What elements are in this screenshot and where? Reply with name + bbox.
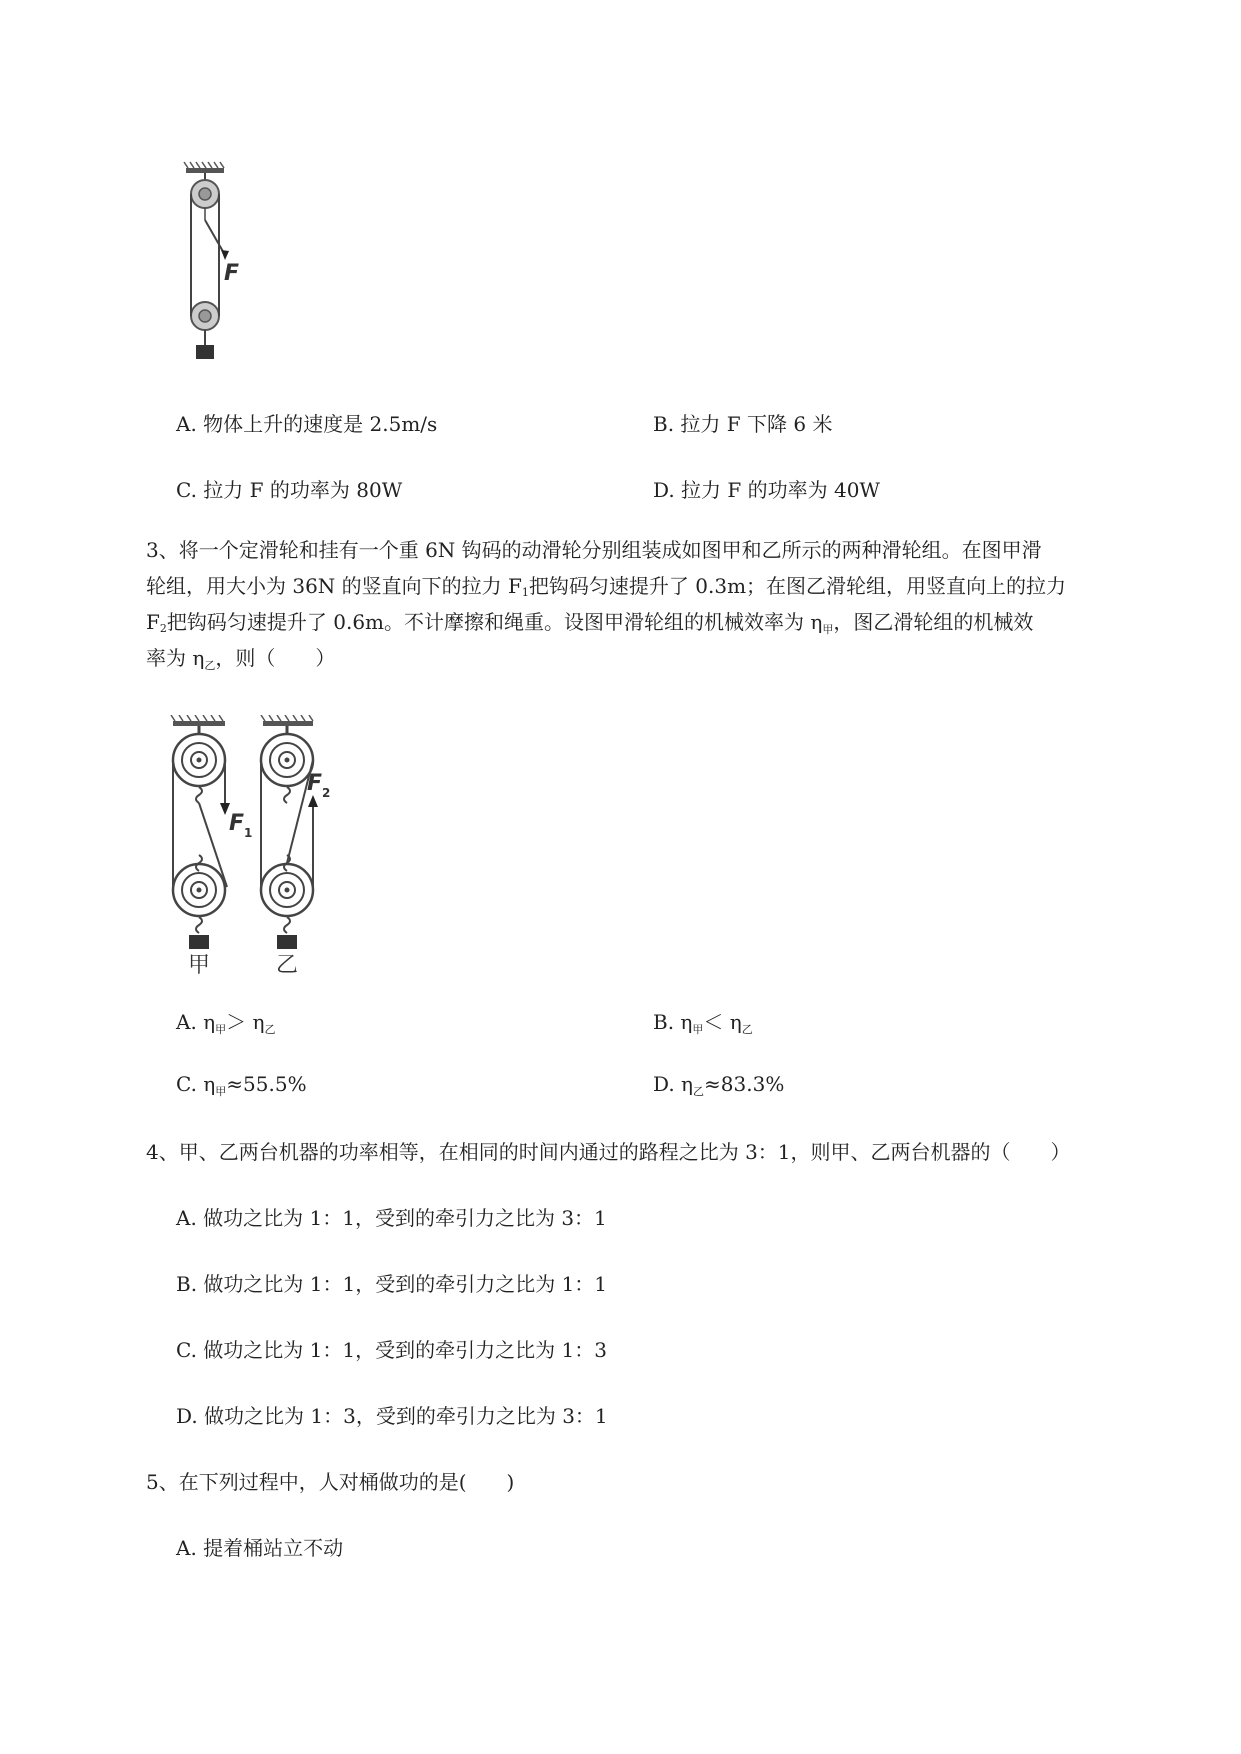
q3-option-a[interactable]: A. $\eta_甲> \eta_乙$ [176, 1010, 276, 1036]
q5-option-a[interactable]: A. 提着桶站立不动 [176, 1536, 344, 1560]
q2-option-a[interactable]: A. 物体上升的速度是 2.5m/s [176, 412, 438, 436]
q2-pulley-figure [180, 160, 270, 365]
q3-stem [146, 532, 1151, 676]
q3-left-label: 甲 [188, 953, 211, 975]
q2-option-b[interactable]: B. 拉力 F 下降 6 米 [653, 412, 833, 436]
q3-right-label: 乙 [276, 953, 299, 975]
q4-stem: 4、甲、乙两台机器的功率相等，在相同的时间内通过的路程之比为 3：1，则甲、乙两台机器的（ ） [146, 1140, 1071, 1164]
q4-option-a[interactable]: A. 做功之比为 1：1，受到的牵引力之比为 3：1 [176, 1206, 607, 1230]
q3-stem-line-1: 3、将一个定滑轮和挂有一个重 6N 钩码的动滑轮分别组装成如图甲和乙所示的两种滑轮组。在图甲滑 [146, 538, 1042, 562]
q3-stem-line-4: 率为 $\eta_乙$，则（ ） [146, 646, 336, 672]
q2-option-c[interactable]: C. 拉力 F 的功率为 80W [176, 478, 403, 502]
q4-option-c[interactable]: C. 做功之比为 1：1，受到的牵引力之比为 1：3 [176, 1338, 607, 1362]
q3-option-d[interactable]: D. $\eta_乙\approx 83.3\%$ [653, 1072, 785, 1098]
q3-right-force-sub: 2 [322, 786, 331, 800]
q3-stem-line-2: 轮组，用大小为 36N 的竖直向下的拉力 $F_1$把钩码匀速提升了 0.3m；在图乙滑轮组，用竖直向上的拉力 [146, 574, 1067, 599]
q3-left-force-sub: 1 [244, 826, 253, 840]
q3-option-c[interactable]: C. $\eta_甲\approx 55.5\%$ [176, 1072, 307, 1098]
q3-right-force-label: F [307, 771, 323, 796]
q3-pulley-figure [165, 715, 345, 975]
q3-left-force-label: F [229, 811, 245, 836]
q3-option-b[interactable]: B. $\eta_甲< \eta_乙$ [653, 1010, 753, 1036]
q2-option-d[interactable]: D. 拉力 F 的功率为 40W [653, 478, 880, 502]
q2-force-label: F [224, 261, 240, 286]
q5-stem: 5、在下列过程中，人对桶做功的是( ) [146, 1470, 515, 1494]
q4-option-b[interactable]: B. 做功之比为 1：1，受到的牵引力之比为 1：1 [176, 1272, 608, 1296]
q3-stem-line-3: $F_2$把钩码匀速提升了 0.6m。不计摩擦和绳重。设图甲滑轮组的机械效率为 $\eta_甲$，图乙滑轮组的机械效 [146, 610, 1034, 636]
q4-option-d[interactable]: D. 做功之比为 1：3，受到的牵引力之比为 3：1 [176, 1404, 608, 1428]
